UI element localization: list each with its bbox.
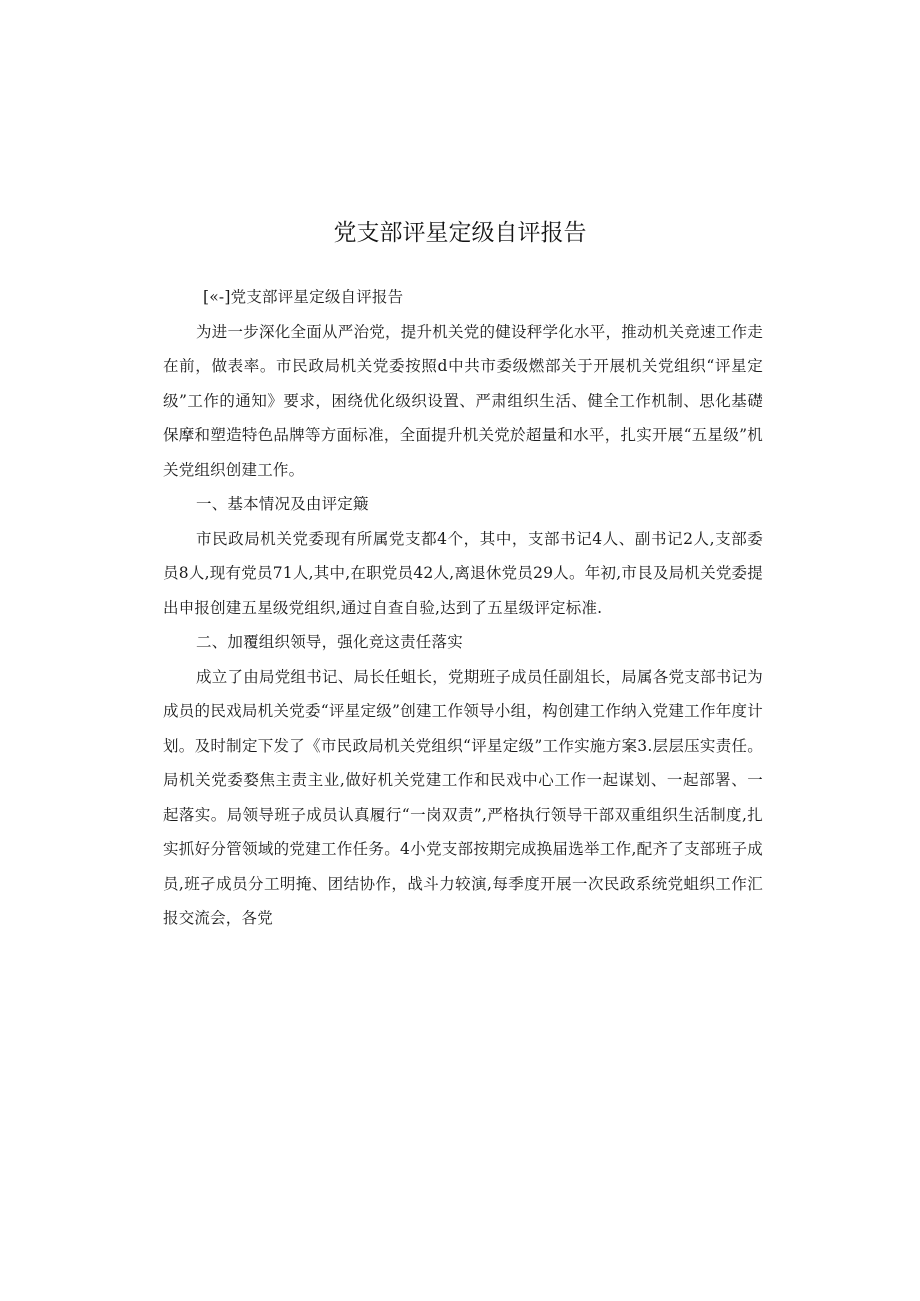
paragraph-basic-info: 市民政局机关党委现有所属党支都4个，其中，支部书记4人、副书记2人,支部委员8人,现有党员71人,其中,在职党员42人,离退休党员29人。年初,市艮及局机关党委提出申报创建五星级党组织,通过自查自验,达到了五星级评定标准. — [163, 529, 763, 617]
document-body — [163, 280, 763, 936]
document-title: 党支部评星定级自评报告 — [333, 220, 587, 246]
paragraph-leadership: 成立了由局党组书记、局长任蛆长，党期班子成员任副俎长，局属各党支部书记为成员的民戏局机关党委“评星定级”创建工作领导小组，构创建工作纳入党建工作年度计划。及时制定下发了《市民政局机关党组织“评星定级”工作实施方案3.层层压实责任。局机关党委婺焦主责主业,做好机关党建工作和民戏中心工作一起谋划、一起部署、一起落实。局领导班子成员认真履行“一岗双责”,严格执行领导干部双重组织生活制度,扎实抓好分管领域的党建工作任务。4小党支部按期完成换届选举工作,配齐了支部班子成员,班孑成员分工明掩、团结协作，战斗力较演,每季度开展一次民政系统党蛆织工作汇报交流会，各党 — [163, 667, 763, 927]
section-heading-2: 二、加覆组织领导，强化竞这责任落实 — [196, 633, 463, 651]
section-heading-1: 一、基本情况及由评定簸 — [196, 495, 369, 513]
paragraph-intro: 为进一步深化全面从严治党，提升机关党的健设秤学化水平，推动机关竞速工作走在前，做表率。市民政局机关党委按照d中共市委级燃部关于开展机关党组织“评星定级”工作的通知》要求，困绕优化级织设置、严肃组织生活、健全工作机制、思化基礎保摩和塑造特色品牌等方面标准，全面提升机关党於超量和水平，扎实开展“五星级”机关党组织创建工作。 — [163, 322, 763, 479]
document-subtitle: [«-]党支部评星定级自评报告 — [203, 288, 404, 306]
